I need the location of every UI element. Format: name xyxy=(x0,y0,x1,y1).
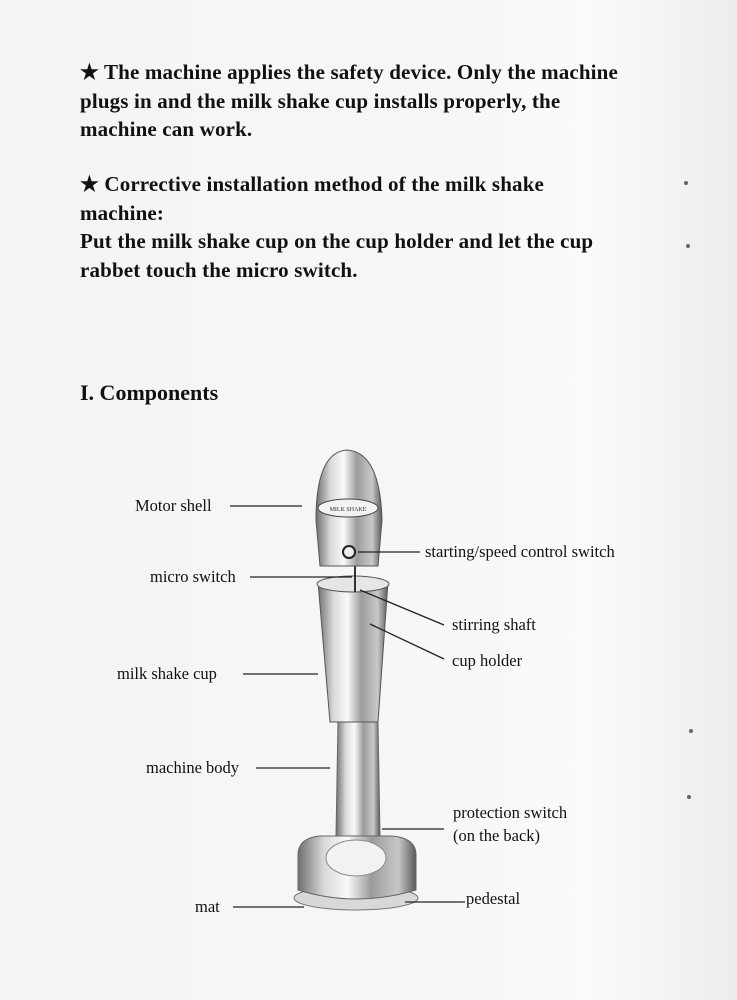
label-milk-shake-cup: milk shake cup xyxy=(117,664,217,683)
label-protection-switch-note: (on the back) xyxy=(453,826,541,845)
scan-dot xyxy=(684,181,688,185)
installation-method-title: ★ Corrective installation method of the milk shake machine: xyxy=(80,172,544,225)
label-protection-switch: protection switch xyxy=(453,803,568,822)
label-motor-shell: Motor shell xyxy=(135,496,212,515)
safety-device-note: ★ The machine applies the safety device. Only the machine plugs in and the milk shake cup installs properly, the machine can work. xyxy=(80,60,618,141)
scan-dot xyxy=(689,729,693,733)
label-cup-holder: cup holder xyxy=(452,651,523,670)
label-micro-switch: micro switch xyxy=(150,567,236,586)
scan-dot xyxy=(687,795,691,799)
machine-body-shape xyxy=(336,722,380,836)
label-machine-body: machine body xyxy=(146,758,240,777)
label-starting-switch: starting/speed control switch xyxy=(425,542,615,561)
milk-shake-badge: MILK SHAKE xyxy=(329,507,367,513)
installation-instruction: Put the milk shake cup on the cup holder and let the cup rabbet touch the micro switch. xyxy=(80,229,594,282)
label-pedestal: pedestal xyxy=(466,889,521,908)
components-heading: I. Components xyxy=(80,380,219,405)
label-stirring-shaft: stirring shaft xyxy=(452,615,536,634)
pedestal-shape xyxy=(294,836,418,910)
label-mat: mat xyxy=(195,897,220,916)
scan-dot xyxy=(686,244,690,248)
